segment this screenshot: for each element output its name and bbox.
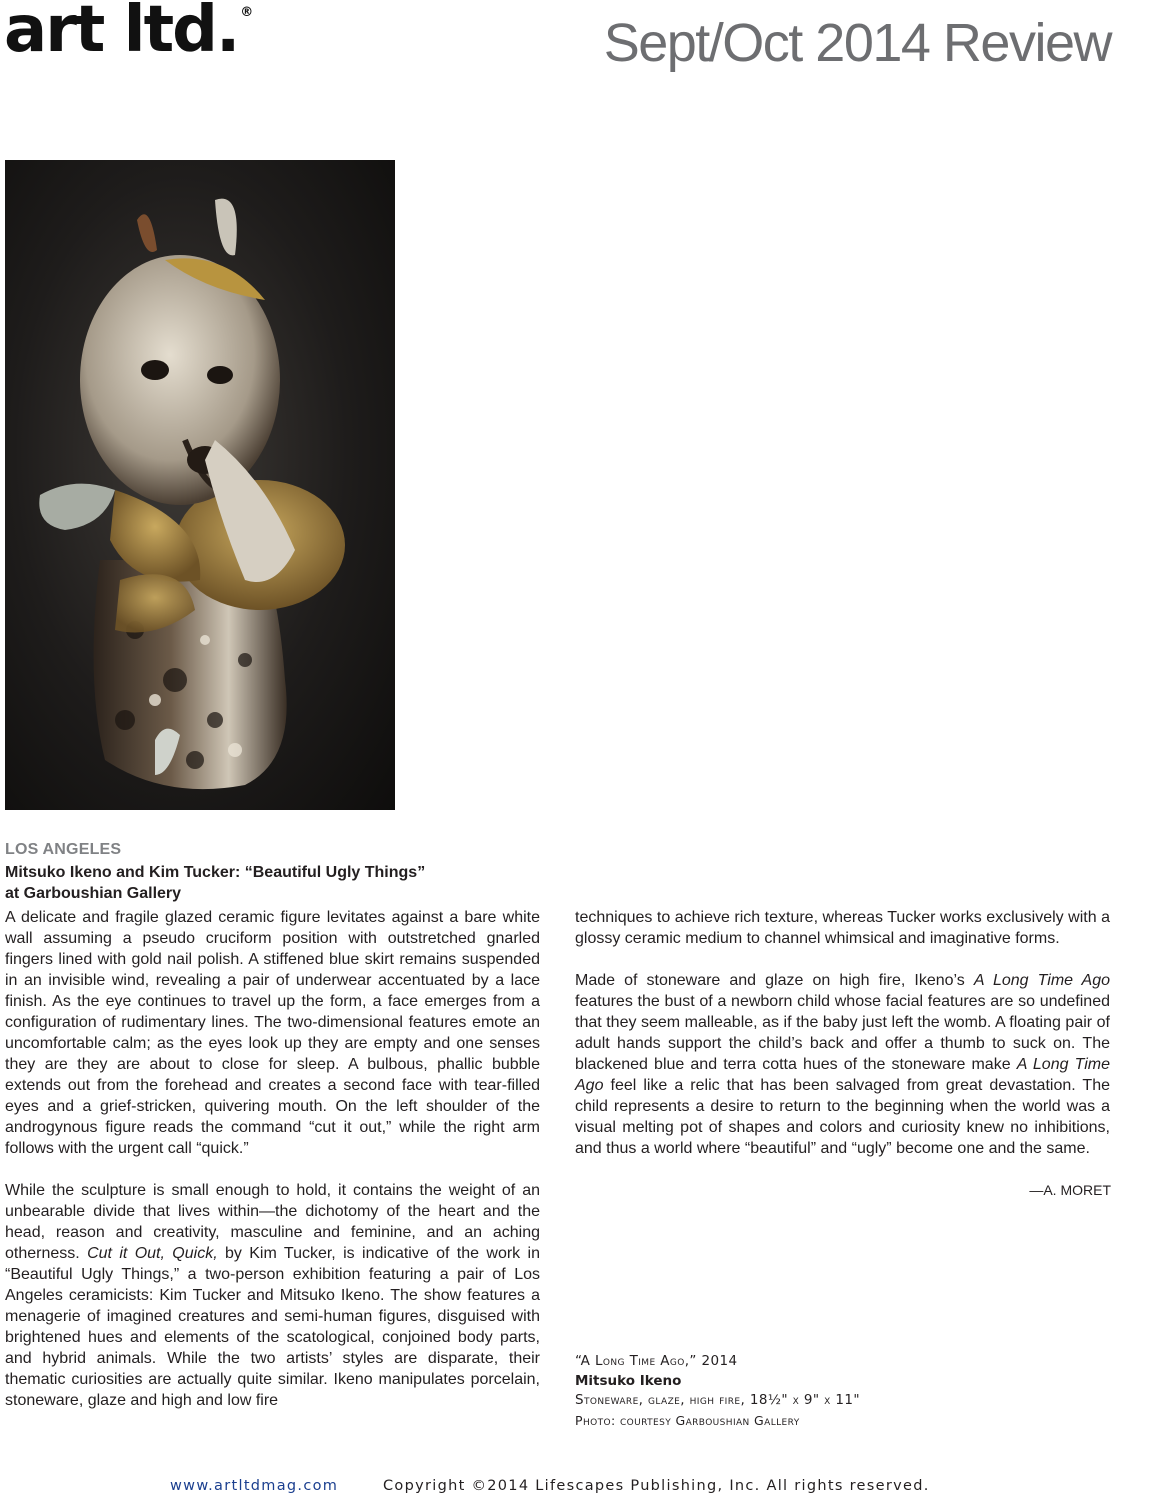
caption-credit: Photo: courtesy Garboushian Gallery: [575, 1412, 800, 1428]
article-headline: [5, 862, 425, 904]
caption-title: “A Long Time Ago,” 2014: [575, 1353, 738, 1369]
registered-mark: ®: [240, 5, 254, 20]
headline-line-2: at Garboushian Gallery: [5, 885, 182, 902]
issue-title: Sept/Oct 2014 Review: [603, 13, 1111, 73]
paragraph: Made of stoneware and glaze on high fire, Ikeno’s A Long Time Ago features the bust of a newborn child whose facial features are so undefined that they seem malleable, as if the baby just left the womb. A floating pair of adult hands support the child’s back and offer a thumb to suck on. The blackened blue and terra cotta hues of the stoneware make A Long Time Ago feel like a relic that has been salvaged from great devastation. The child represents a desire to return to the beginning when the world was a visual melting pot of shapes and colors and curiosity knew no inhibitions, and thus a world where “beautiful” and “ugly” become one and the same.: [575, 972, 1111, 1157]
photo-caption: [575, 1352, 860, 1430]
paragraph: While the sculpture is small enough to hold, it contains the weight of an unbearable divide that lives within—the dichotomy of the heart and the head, reason and creativity, masculine and feminine, and an aching otherness. Cut it Out, Quick, by Kim Tucker, is indicative of the work in “Beautiful Ugly Things,” a two-person exhibition featuring a pair of Los Angeles ceramicists: Kim Tucker and Mitsuko Ikeno. The show features a menagerie of imagined creatures and semi-human figures, disguised with brightened hues and elements of the scatological, conjoined body parts, and hybrid animals. While the two artists’ styles are disparate, their thematic curiosities are actually quite similar. Ikeno manipulates porcelain, stoneware, glaze and high and low fire: [5, 1182, 541, 1409]
headline-line-1: Mitsuko Ikeno and Kim Tucker: “Beautiful Ugly Things”: [5, 864, 426, 881]
paragraph: A delicate and fragile glazed ceramic figure levitates against a bare white wall assuming a pseudo cruciform position with outstretched gnarled fingers lined with gold nail polish. A stiffened blue skirt remains suspended in an invisible wind, revealing a pair of underwear accentuated by a lace finish. As the eye continues to travel up the form, a face emerges from a configuration of rudimentary lines. The two-dimensional features emote an uncomfortable calm; as the eyes look up they are empty and one senses they are they are about to close for sleep. A bulbous, phallic bubble extends out from the forehead and creates a second face with tear-filled eyes and a grief-stricken, quivering mouth. On the left shoulder of the androgynous figure reads the command “cut it out,” while the right arm follows with the urgent call “quick.”: [5, 909, 540, 1157]
article-column-right: [575, 907, 1110, 1180]
artwork-title: A Long Time Ago: [973, 972, 1111, 989]
caption-artist: Mitsuko Ikeno: [575, 1372, 682, 1389]
artwork-title: Cut it Out, Quick,: [87, 1245, 218, 1262]
copyright-notice: Copyright ©2014 Lifescapes Publishing, Inc. All rights reserved.: [383, 1478, 930, 1494]
ceramic-sculpture-icon: [5, 160, 395, 810]
article-column-left: [5, 907, 540, 1432]
logo-text: art ltd.: [4, 0, 239, 67]
author-byline: —A. MORET: [1029, 1182, 1111, 1198]
caption-medium: Stoneware, glaze, high fire, 18½" x 9" x 11": [575, 1392, 861, 1408]
location-kicker: LOS ANGELES: [5, 841, 122, 858]
sculpture-photo: [5, 160, 395, 810]
magazine-logo: [4, 0, 254, 67]
artwork-title: A Long Time Ago: [575, 1056, 1111, 1094]
paragraph: techniques to achieve rich texture, whereas Tucker works exclusively with a glossy ceramic medium to channel whimsical and imaginative forms.: [575, 909, 1110, 947]
website-link[interactable]: www.artltdmag.com: [170, 1478, 339, 1494]
